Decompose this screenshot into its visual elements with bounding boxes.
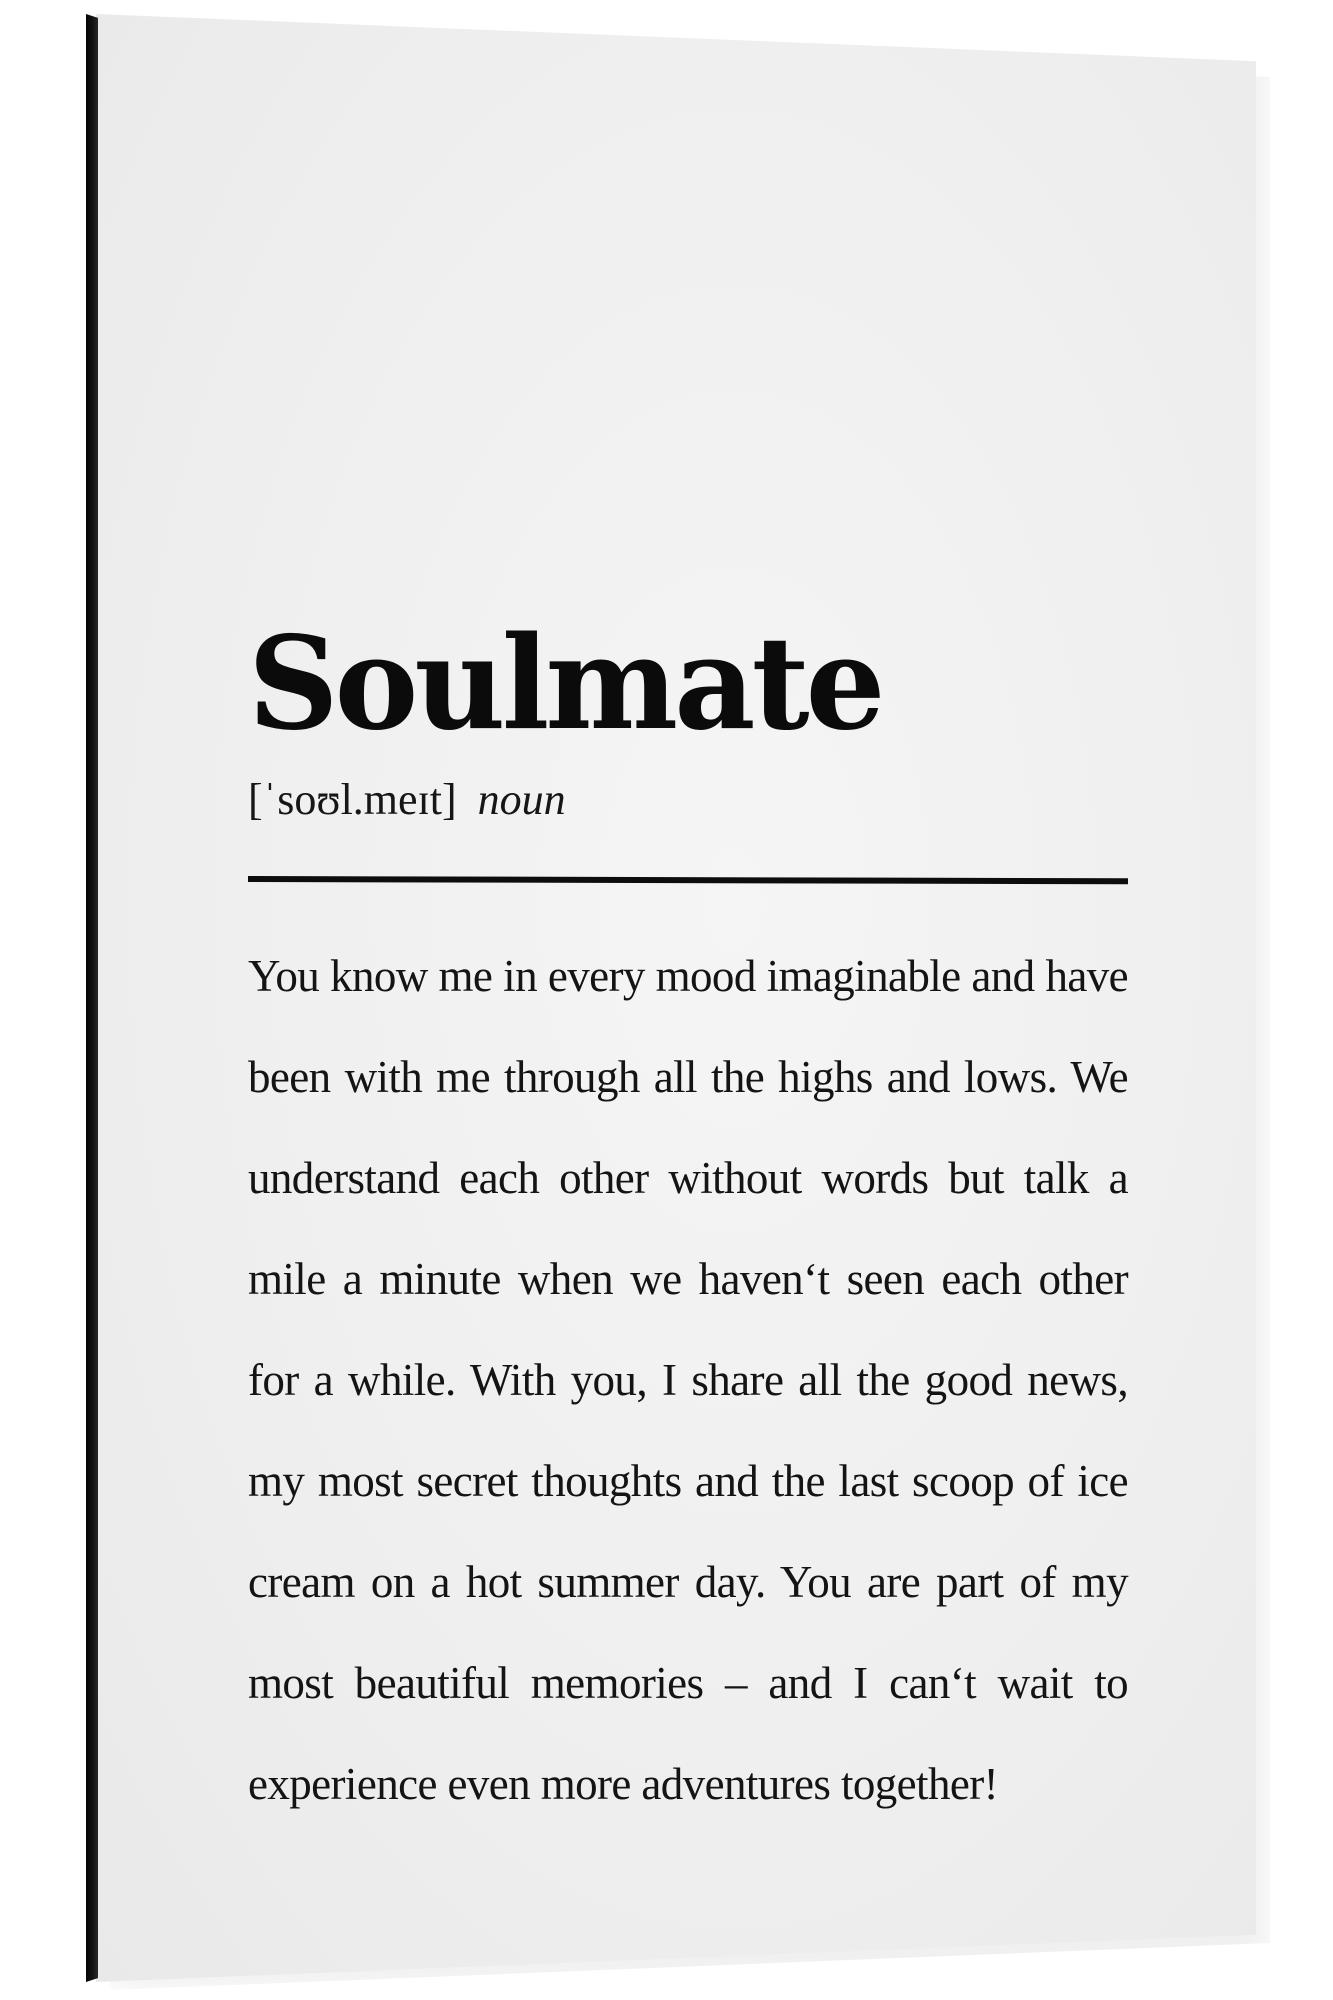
pronunciation-line [248, 776, 1128, 824]
definition-text: You know me in every mood imaginable and have been with me through all the highs and lows. We understand each other without words but talk a mile a minute when we haven‘t seen each other for a while. With you, I share all the good news, my most secret thoughts and the last scoop of ice cream on a hot summer day. You are part of my most beautiful memories – and I can‘t wait to experience even more adventures together! [248, 951, 1128, 1810]
entry-term: Soulmate [248, 609, 882, 759]
dictionary-entry [248, 609, 1128, 1880]
pronunciation: [ˈsoʊl.meɪt] [248, 775, 457, 824]
panel-edge [86, 14, 98, 1982]
part-of-speech: noun [477, 775, 566, 824]
divider-rule [248, 876, 1128, 884]
